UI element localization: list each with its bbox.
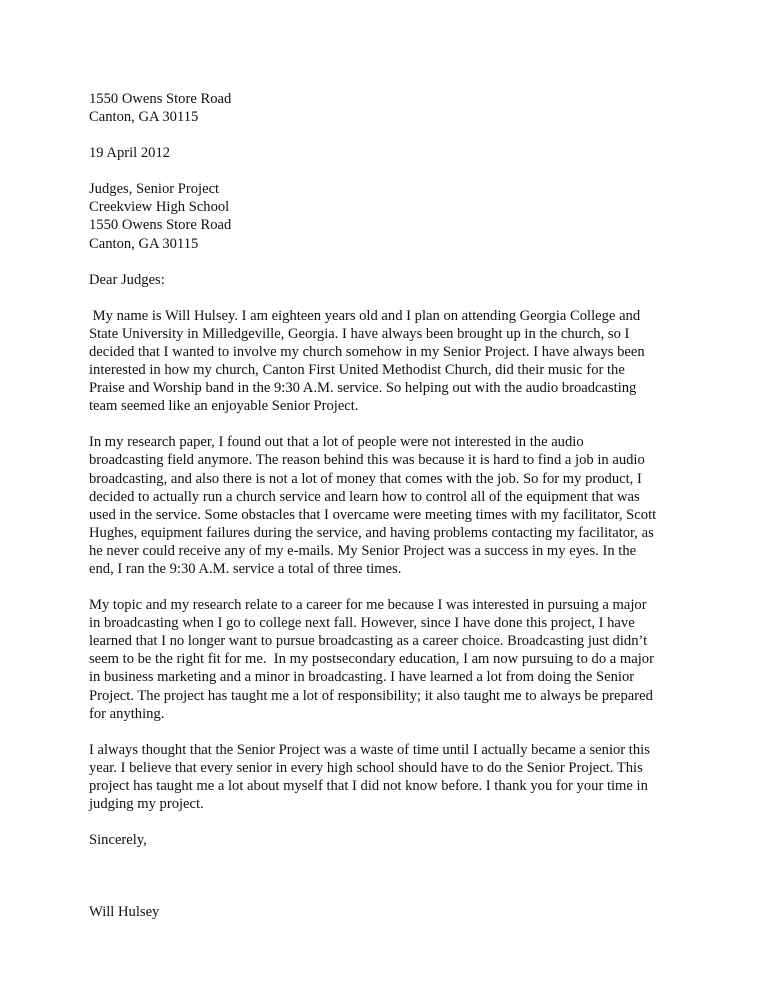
paragraph-line: he never could receive any of my e-mails. My Senior Project was a success in my eyes. In the: [89, 542, 637, 559]
paragraph-line: seem to be the right fit for me. In my postsecondary education, I am now pursuing to do a major: [89, 651, 654, 668]
body-paragraph-3: [89, 596, 689, 723]
paragraph-line: end, I ran the 9:30 A.M. service a total of three times.: [89, 560, 402, 577]
recipient-address: [89, 180, 689, 252]
paragraph-line: learned that I no longer want to pursue broadcasting as a career choice. Broadcasting just didn’t: [89, 633, 648, 650]
sender-city-state-zip: Canton, GA 30115: [89, 109, 199, 126]
paragraph-line: State University in Milledgeville, Georgia. I have always been brought up in the church, so I: [89, 325, 630, 342]
paragraph-line: broadcasting, and also there is not a lot of money that comes with the job. So for my product, I: [89, 470, 642, 487]
salutation: Dear Judges:: [89, 271, 165, 288]
paragraph-line: in broadcasting when I go to college next fall. However, since I have done this project, I have: [89, 615, 635, 632]
recipient-line: 1550 Owens Store Road: [89, 217, 232, 234]
paragraph-line: used in the service. Some obstacles that I overcame were meeting times with my facilitator, Scott: [89, 506, 657, 523]
paragraph-line: judging my project.: [89, 796, 204, 812]
recipient-line: Judges, Senior Project: [89, 181, 220, 198]
recipient-line: Creekview High School: [89, 199, 230, 216]
closing: Sincerely,: [89, 832, 147, 849]
paragraph-line: team seemed like an enjoyable Senior Project.: [89, 398, 359, 415]
signature-name: Will Hulsey: [89, 904, 160, 921]
paragraph-line: In my research paper, I found out that a lot of people were not interested in the audio: [89, 434, 584, 451]
paragraph-line: in business marketing and a minor in broadcasting. I have learned a lot from doing the Senior: [89, 669, 635, 686]
paragraph-line: decided to actually run a church service and learn how to control all of the equipment that was: [89, 488, 640, 505]
paragraph-line: Project. The project has taught me a lot of responsibility; it also taught me to always be prepared: [89, 687, 653, 704]
paragraph-line: project has taught me a lot about myself that I did not know before. I thank you for your time in: [89, 777, 648, 794]
paragraph-line: I always thought that the Senior Project was a waste of time until I actually became a senior this: [89, 741, 650, 758]
paragraph-line: interested in how my church, Canton First United Methodist Church, did their music for the: [89, 362, 625, 379]
body-paragraph-4: [89, 741, 689, 813]
body-paragraph-2: [89, 433, 689, 578]
paragraph-line: Hughes, equipment failures during the service, and having problems contacting my facilitator, as: [89, 524, 654, 541]
paragraph-line: My topic and my research relate to a career for me because I was interested in pursuing a major: [89, 597, 647, 614]
paragraph-line: decided that I wanted to involve my church somehow in my Senior Project. I have always been: [89, 343, 645, 360]
paragraph-line: Praise and Worship band in the 9:30 A.M. service. So helping out with the audio broadcasting: [89, 380, 637, 397]
paragraph-line: year. I believe that every senior in every high school should have to do the Senior Project. This: [89, 759, 643, 776]
sender-street: 1550 Owens Store Road: [89, 91, 232, 107]
letter-date: 19 April 2012: [89, 145, 171, 162]
letter-page: [89, 90, 689, 921]
paragraph-line: My name is Will Hulsey. I am eighteen years old and I plan on attending Georgia College and: [89, 307, 641, 324]
paragraph-line: for anything.: [89, 705, 165, 722]
body-paragraph-1: [89, 307, 689, 416]
recipient-line: Canton, GA 30115: [89, 235, 199, 252]
sender-address: [89, 90, 689, 126]
paragraph-line: broadcasting field anymore. The reason behind this was because it is hard to find a job in audio: [89, 452, 645, 469]
